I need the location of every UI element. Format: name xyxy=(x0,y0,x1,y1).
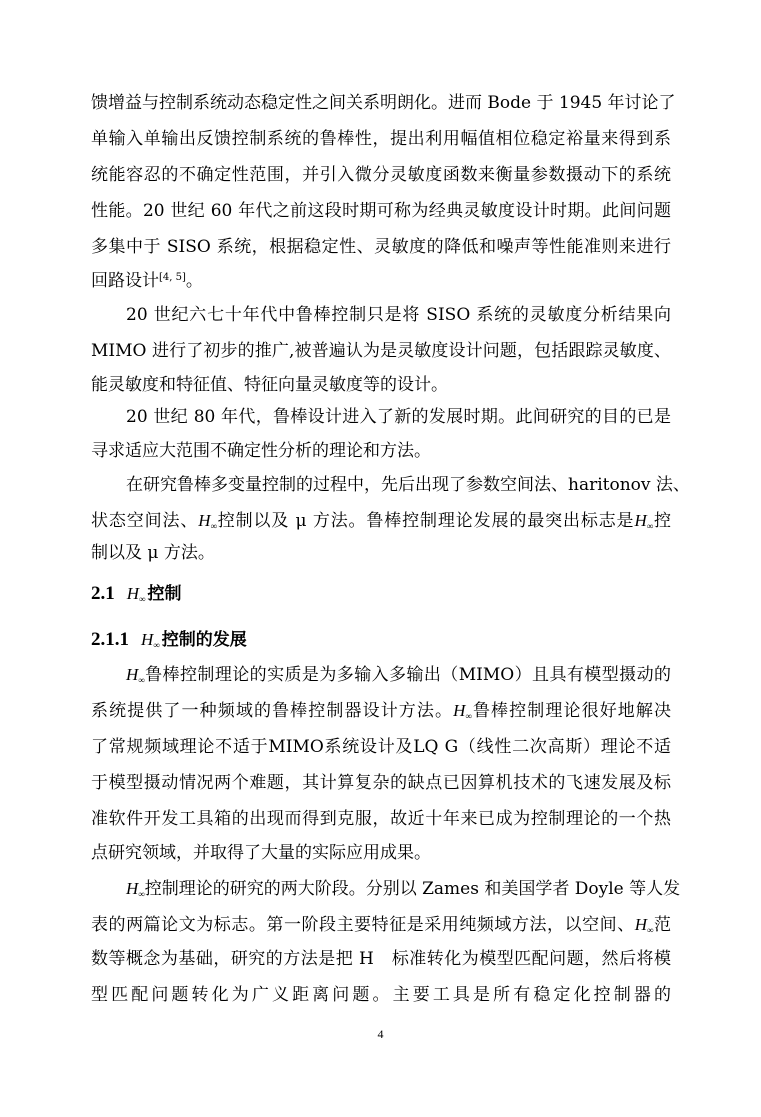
body-text-line: 单输入单输出反馈控制系统的鲁棒性，提出利用幅值相位稳定裕量来得到系 xyxy=(91,129,671,149)
symbol-subscript: ∞ xyxy=(465,711,472,721)
symbol-letter: H xyxy=(634,915,648,934)
body-text-line: 点研究领域，并取得了大量的实际应用成果。 xyxy=(91,843,431,863)
subsection-number: 2.1.1 xyxy=(91,629,129,650)
symbol-letter: H xyxy=(453,701,466,720)
section-number: 2.1 xyxy=(91,583,115,604)
page-number: 4 xyxy=(377,1027,384,1041)
body-text-line: 型匹配问题转化为广义距离问题。主要工具是所有稳定化控制器的 xyxy=(91,985,671,1005)
h-infinity-symbol xyxy=(635,915,654,934)
text-span: 鲁棒控制理论很好地解决 xyxy=(471,701,672,721)
symbol-letter: H xyxy=(126,879,139,898)
body-text-line xyxy=(126,664,671,691)
body-text-line: 统能容忍的不确定性范围，并引入微分灵敏度函数来衡量参数摄动下的系统 xyxy=(91,165,671,185)
symbol-subscript: ∞ xyxy=(153,640,160,650)
body-text-line: 数等概念为基础，研究的方法是把 H 标准转化为模型匹配问题，然后将模 xyxy=(91,949,671,969)
text-span: 状态空间法、 xyxy=(91,511,199,531)
text-span: 表的两篇论文为标志。第一阶段主要特征是采用纯频域方法，以空间、 xyxy=(91,915,635,935)
text-span: 系统提供了一种频域的鲁棒控制器设计方法。 xyxy=(91,701,454,721)
symbol-subscript: ∞ xyxy=(138,889,145,899)
body-text-line: 20 世纪 80 年代，鲁棒设计进入了新的发展时期。此间研究的目的已是 xyxy=(126,407,671,427)
body-text-line xyxy=(91,510,671,537)
section-title: 控制 xyxy=(147,584,182,604)
body-text-line xyxy=(91,914,671,941)
text-span: 。 xyxy=(185,271,203,291)
body-text-line: 寻求适应大范围不确定性分析的理论和方法。 xyxy=(91,441,431,461)
body-text-line xyxy=(126,878,681,905)
h-infinity-symbol xyxy=(126,879,145,898)
symbol-subscript: ∞ xyxy=(139,594,146,604)
body-text-line: 在研究鲁棒多变量控制的过程中，先后出现了参数空间法、haritonov 法、 xyxy=(126,475,690,495)
subsection-title: 控制的发展 xyxy=(161,630,247,650)
symbol-letter: H xyxy=(141,630,154,649)
symbol-subscript: ∞ xyxy=(138,675,145,685)
citation-marker: [4, 5] xyxy=(159,272,186,283)
subsection-heading xyxy=(91,628,247,657)
body-text-line: 准软件开发工具箱的出现而得到克服，故近十年来已成为控制理论的一个热 xyxy=(91,809,671,829)
body-text-line: 馈增益与控制系统动态稳定性之间关系明朗化。进而 Bode 于 1945 年讨论了 xyxy=(91,93,676,113)
h-infinity-symbol xyxy=(453,701,472,720)
text-span: 控 xyxy=(653,511,672,531)
symbol-letter: H xyxy=(126,584,140,603)
body-text-line: 能灵敏度和特征值、特征向量灵敏度等的设计。 xyxy=(91,375,448,395)
body-text-line: 制以及 μ 方法。 xyxy=(91,543,215,563)
body-text-line xyxy=(91,270,671,292)
symbol-subscript: ∞ xyxy=(210,521,217,531)
text-span: 范 xyxy=(653,915,672,935)
text-span: 回路设计 xyxy=(91,271,159,291)
h-infinity-symbol xyxy=(634,511,653,530)
symbol-subscript: ∞ xyxy=(647,925,654,935)
body-text-line: 20 世纪六七十年代中鲁棒控制只是将 SISO 系统的灵敏度分析结果向 xyxy=(126,305,671,325)
symbol-letter: H xyxy=(198,511,211,530)
text-span: 控制理论的研究的两大阶段。分别以 Zames 和美国学者 Doyle 等人发 xyxy=(144,879,681,899)
symbol-subscript: ∞ xyxy=(646,521,654,531)
symbol-letter: H xyxy=(126,665,139,684)
h-infinity-symbol xyxy=(127,584,146,603)
body-text-line: 了常规频域理论不适于MIMO系统设计及LQ G（线性二次高斯）理论不适 xyxy=(91,737,671,757)
body-text-line: 于模型摄动情况两个难题，其计算复杂的缺点已因算机技术的飞速发展及标 xyxy=(91,773,671,793)
body-text-line: 性能。20 世纪 60 年代之前这段时期可称为经典灵敏度设计时期。此间问题 xyxy=(91,201,671,221)
text-span: 控制以及 μ 方法。鲁棒控制理论发展的最突出标志是 xyxy=(216,511,635,531)
body-text-line xyxy=(91,700,671,727)
symbol-letter: H xyxy=(634,511,647,530)
text-span: 鲁棒控制理论的实质是为多输入多输出（MIMO）且具有模型摄动的 xyxy=(144,665,671,685)
body-text-line: 多集中于 SISO 系统，根据稳定性、灵敏度的降低和噪声等性能准则来进行 xyxy=(91,237,671,257)
h-infinity-symbol xyxy=(126,665,145,684)
h-infinity-symbol xyxy=(198,511,217,530)
body-text-line: MIMO 进行了初步的推广,被普遍认为是灵敏度设计问题，包括跟踪灵敏度、 xyxy=(91,341,671,361)
section-heading xyxy=(91,582,181,611)
h-infinity-symbol xyxy=(141,630,160,649)
